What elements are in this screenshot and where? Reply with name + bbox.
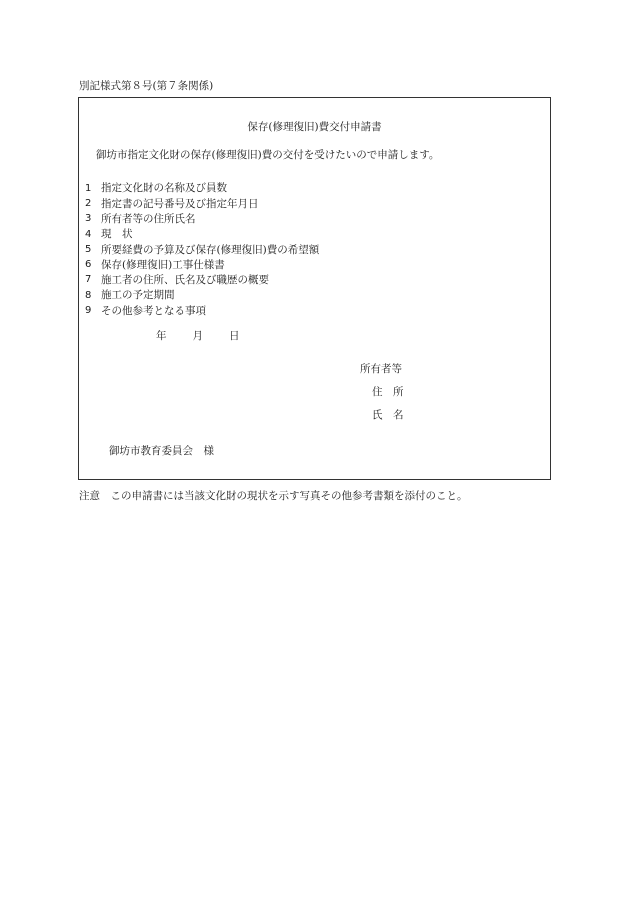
owner-address-label: 住 所 [372,386,404,398]
owner-block [360,358,404,427]
item-text: 保存(修理復旧)工事仕様書 [101,258,225,271]
list-item [85,303,319,318]
item-number: 2 [85,197,92,209]
item-text: 指定書の記号番号及び指定年月日 [101,197,259,210]
item-number: 9 [85,305,92,317]
item-text: その他参考となる事項 [101,304,206,317]
owner-label: 所有者等 [360,363,402,375]
date-month-label: 月 [192,330,203,342]
required-items-list [85,181,319,319]
item-number: 8 [85,289,92,301]
form-number-label: 別記様式第８号(第７条関係) [79,80,214,92]
list-item [85,273,319,288]
item-text: 現 状 [101,228,133,241]
item-number: 6 [85,259,92,271]
item-text: 施工の予定期間 [101,289,175,302]
item-number: 5 [85,243,92,255]
list-item [85,227,319,242]
item-number: 7 [85,274,92,286]
list-item [85,288,319,303]
item-text: 所要経費の予算及び保存(修理復旧)費の希望額 [101,243,320,256]
list-item [85,242,319,257]
item-text: 施工者の住所、氏名及び職歴の概要 [101,274,269,287]
item-number: 4 [85,228,92,240]
attachment-note: 注意 この申請書には当該文化財の現状を示す写真その他参考書類を添付のこと。 [79,490,468,502]
intro-statement: 御坊市指定文化財の保存(修理復旧)費の交付を受けたいので申請します。 [96,149,440,161]
list-item [85,257,319,272]
recipient-line: 御坊市教育委員会 様 [109,445,214,457]
list-item [85,181,319,196]
application-form-box [78,97,551,480]
date-line [156,331,240,342]
owner-name-label: 氏 名 [372,409,404,421]
list-item [85,196,319,211]
date-year-label: 年 [156,330,167,342]
item-number: 1 [85,182,92,194]
item-number: 3 [85,213,92,225]
item-text: 指定文化財の名称及び員数 [101,182,227,195]
item-text: 所有者等の住所氏名 [101,212,196,225]
date-day-label: 日 [229,330,240,342]
list-item [85,212,319,227]
document-title: 保存(修理復旧)費交付申請書 [247,121,382,133]
